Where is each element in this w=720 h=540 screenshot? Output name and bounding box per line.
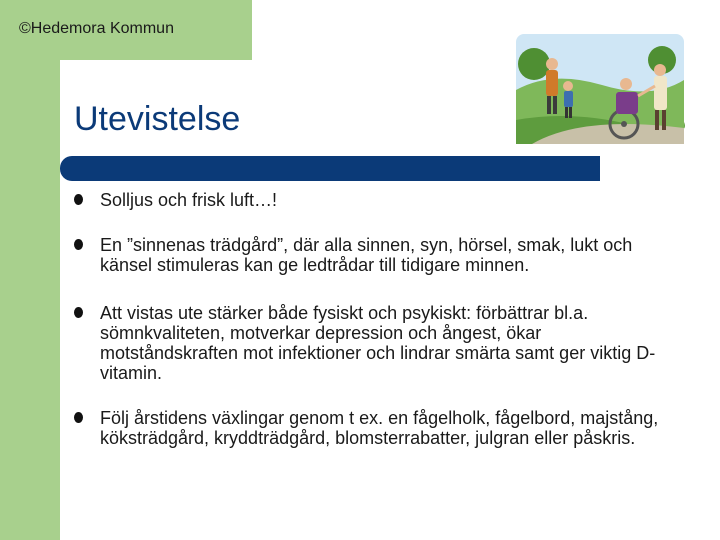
- list-item-text: Följ årstidens växlingar genom t ex. en fågelholk, fågelbord, majstång, köksträdgård, kryddträdgård, blomsterrabatter, julgran eller påskris.: [100, 408, 659, 448]
- bullet-dot: [74, 307, 83, 318]
- list-item-text: En ”sinnenas trädgård”, där alla sinnen, syn, hörsel, smak, lukt och känsel stimuleras kan ge ledtrådar till tidigare minnen.: [100, 235, 633, 275]
- outdoor-walk-clipart: [512, 30, 688, 152]
- bullet-dot: [74, 239, 83, 250]
- copyright-text: ©Hedemora Kommun: [19, 20, 174, 37]
- title-underline-bar: [60, 156, 600, 181]
- bullet-dot: [74, 412, 83, 423]
- list-item-text: Solljus och frisk luft…!: [100, 190, 278, 210]
- slide-title: Utevistelse: [74, 100, 241, 138]
- left-accent-band: [0, 0, 60, 540]
- list-item-text: Att vistas ute stärker både fysiskt och psykiskt: förbättrar bl.a. sömnkvaliteten, motverkar depression och ångest, ökar motståndskraften mot infektioner och lindrar smärta samt ger viktig D-vitamin.: [100, 303, 656, 383]
- bullet-dot: [74, 194, 83, 205]
